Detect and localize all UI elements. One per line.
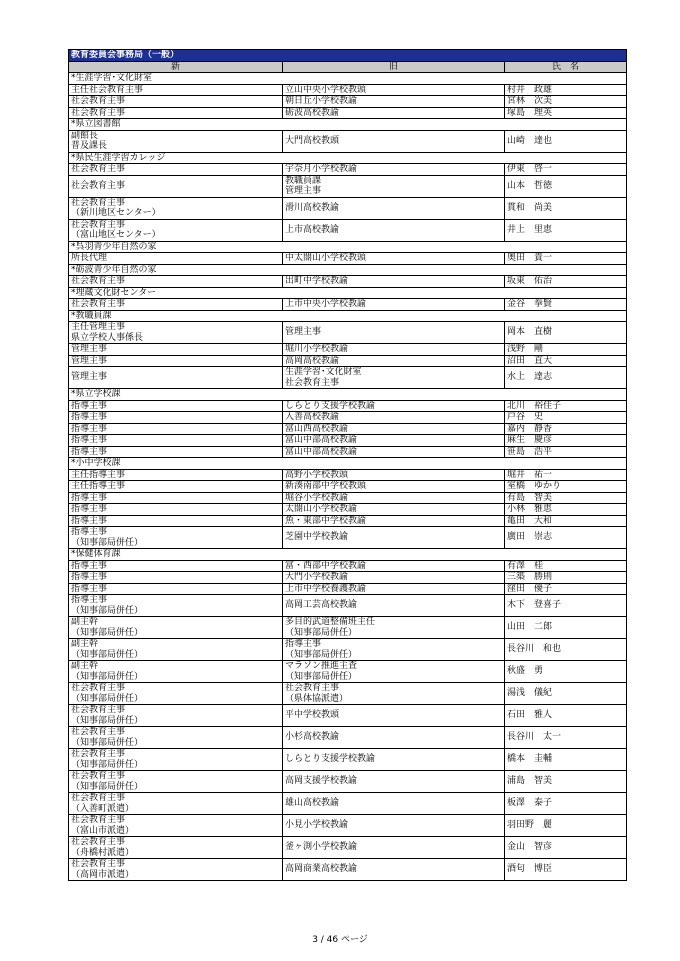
table-row	[69, 219, 627, 241]
cell-old-position: 高岡工芸高校教諭	[283, 595, 505, 617]
table-row	[69, 130, 627, 152]
cell-old-position: 多目的武道整備班主任 （知事部局併任）	[283, 617, 505, 639]
cell-new-position: 社会教育主事 （知事部局併任）	[69, 727, 283, 749]
cell-old-position: 出町中学校教諭	[283, 276, 505, 288]
cell-person-name: 笹島 浩平	[505, 446, 627, 458]
title-row	[69, 50, 627, 62]
cell-person-name: 岡本 直樹	[505, 322, 627, 344]
section-label: *県民生涯学習カレッジ	[69, 152, 627, 164]
cell-new-position: 社会教育主事 （入善町派遣）	[69, 793, 283, 815]
cell-old-position: 立山中央小学校教頭	[283, 84, 505, 96]
cell-person-name: 水上 達志	[505, 367, 627, 389]
table-row	[69, 492, 627, 504]
cell-person-name: 沼田 直大	[505, 355, 627, 367]
personnel-table	[68, 49, 627, 881]
cell-person-name: 奥田 貴一	[505, 253, 627, 265]
table-row	[69, 815, 627, 837]
cell-person-name: 山本 哲徳	[505, 175, 627, 197]
table-row	[69, 837, 627, 859]
table-body	[69, 50, 627, 881]
table-row	[69, 446, 627, 458]
cell-new-position: 管理主事	[69, 367, 283, 389]
cell-new-position: 管理主事	[69, 355, 283, 367]
cell-person-name: 堀井 祐一	[505, 469, 627, 481]
table-row	[69, 572, 627, 584]
cell-old-position: 富・西部中学校教諭	[283, 560, 505, 572]
cell-old-position: 中太閤山小学校教頭	[283, 253, 505, 265]
table-row	[69, 705, 627, 727]
cell-person-name: 山田 二郎	[505, 617, 627, 639]
cell-old-position: 社会教育主事 （県体協派遣）	[283, 683, 505, 705]
table-row	[69, 299, 627, 311]
cell-person-name: 塚島 理英	[505, 107, 627, 119]
header-new: 新	[69, 61, 283, 73]
cell-new-position: 指導主事	[69, 423, 283, 435]
table-title: 教育委員会事務局（一般）	[69, 50, 627, 62]
section-row	[69, 287, 627, 299]
page-number: 3 / 46 ページ	[312, 935, 368, 945]
cell-old-position: 高野小学校教頭	[283, 469, 505, 481]
cell-old-position: 宇奈月小学校教諭	[283, 164, 505, 176]
cell-old-position: 上市中学校養護教諭	[283, 583, 505, 595]
cell-new-position: 所長代理	[69, 253, 283, 265]
cell-old-position: 堀川小学校教諭	[283, 344, 505, 356]
cell-old-position: 小見小学校教諭	[283, 815, 505, 837]
cell-new-position: 副主幹 （知事部局併任）	[69, 661, 283, 683]
table-row	[69, 276, 627, 288]
header-name: 氏 名	[505, 61, 627, 73]
cell-old-position: 高岡高校教諭	[283, 355, 505, 367]
cell-new-position: 社会教育主事 （知事部局併任）	[69, 705, 283, 727]
table-row	[69, 423, 627, 435]
cell-new-position: 主任指導主事	[69, 469, 283, 481]
table-row	[69, 344, 627, 356]
cell-new-position: 主任社会教育主事	[69, 84, 283, 96]
cell-person-name: 窪田 優子	[505, 583, 627, 595]
cell-person-name: 羽田野 麗	[505, 815, 627, 837]
cell-person-name: 酒匂 博臣	[505, 859, 627, 881]
table-row	[69, 164, 627, 176]
cell-person-name: 金山 智彦	[505, 837, 627, 859]
cell-old-position: 大門高校教頭	[283, 130, 505, 152]
cell-person-name: 板澤 泰子	[505, 793, 627, 815]
cell-new-position: 指導主事	[69, 412, 283, 424]
cell-person-name: 坂東 佑治	[505, 276, 627, 288]
cell-new-position: 指導主事	[69, 492, 283, 504]
cell-old-position: 朝日丘小学校教諭	[283, 96, 505, 108]
cell-old-position: 小杉高校教諭	[283, 727, 505, 749]
cell-person-name: 戸谷 史	[505, 412, 627, 424]
table-row	[69, 515, 627, 527]
cell-new-position: 主任管理主事 県立学校人事係長	[69, 322, 283, 344]
cell-new-position: 社会教育主事 （高岡市派遣）	[69, 859, 283, 881]
table-row	[69, 96, 627, 108]
cell-new-position: 社会教育主事 （舟橋村派遣）	[69, 837, 283, 859]
section-label: *県立図書館	[69, 119, 627, 131]
table-row	[69, 661, 627, 683]
table-row	[69, 583, 627, 595]
table-row	[69, 322, 627, 344]
cell-new-position: 社会教育主事	[69, 164, 283, 176]
table-row	[69, 412, 627, 424]
cell-old-position: 魚・東部中学校教諭	[283, 515, 505, 527]
cell-new-position: 社会教育主事	[69, 96, 283, 108]
cell-new-position: 指導主事	[69, 435, 283, 447]
cell-person-name: 嘉内 静香	[505, 423, 627, 435]
table-row	[69, 400, 627, 412]
table-row	[69, 683, 627, 705]
cell-old-position: 雄山高校教諭	[283, 793, 505, 815]
cell-person-name: 有島 智美	[505, 492, 627, 504]
cell-new-position: 指導主事	[69, 446, 283, 458]
table-row	[69, 504, 627, 516]
cell-person-name: 浅野 剛	[505, 344, 627, 356]
table-row	[69, 527, 627, 549]
cell-person-name: 橋本 圭輔	[505, 749, 627, 771]
cell-new-position: 副館長 普及課長	[69, 130, 283, 152]
cell-person-name: 有澤 桂	[505, 560, 627, 572]
cell-old-position: マラソン推進主査 （知事部局併任）	[283, 661, 505, 683]
cell-old-position: 高岡商業高校教諭	[283, 859, 505, 881]
section-label: *埋蔵文化財センター	[69, 287, 627, 299]
cell-person-name: 小林 雅恵	[505, 504, 627, 516]
cell-old-position: 高岡支援学校教諭	[283, 771, 505, 793]
cell-person-name: 廣田 崇志	[505, 527, 627, 549]
cell-old-position: 釜ヶ渕小学校教諭	[283, 837, 505, 859]
cell-new-position: 指導主事	[69, 583, 283, 595]
cell-person-name: 室橋 ゆかり	[505, 481, 627, 493]
cell-person-name: 三築 勝則	[505, 572, 627, 584]
section-label: *教職員課	[69, 310, 627, 322]
cell-new-position: 社会教育主事	[69, 276, 283, 288]
table-row	[69, 175, 627, 197]
cell-old-position: 平中学校教頭	[283, 705, 505, 727]
table-row	[69, 639, 627, 661]
table-row	[69, 617, 627, 639]
header-old: 旧	[283, 61, 505, 73]
cell-person-name: 貫和 尚美	[505, 197, 627, 219]
table-row	[69, 197, 627, 219]
table-row	[69, 560, 627, 572]
cell-old-position: 砺波高校教諭	[283, 107, 505, 119]
cell-old-position: 教職員課 管理主事	[283, 175, 505, 197]
cell-old-position: しらとり支援学校教諭	[283, 400, 505, 412]
cell-old-position: 堀谷小学校教諭	[283, 492, 505, 504]
cell-old-position: 富山中部高校教諭	[283, 446, 505, 458]
cell-old-position: しらとり支援学校教諭	[283, 749, 505, 771]
cell-new-position: 指導主事	[69, 400, 283, 412]
cell-person-name: 石田 雅人	[505, 705, 627, 727]
section-row	[69, 119, 627, 131]
cell-person-name: 亀田 大和	[505, 515, 627, 527]
cell-new-position: 指導主事	[69, 560, 283, 572]
cell-person-name: 長谷川 和也	[505, 639, 627, 661]
cell-new-position: 社会教育主事	[69, 175, 283, 197]
section-row	[69, 73, 627, 85]
section-row	[69, 549, 627, 561]
cell-old-position: 富山中部高校教諭	[283, 435, 505, 447]
header-row	[69, 61, 627, 73]
cell-person-name: 金谷 拳賢	[505, 299, 627, 311]
cell-person-name: 村井 政雄	[505, 84, 627, 96]
cell-new-position: 指導主事	[69, 504, 283, 516]
table-row	[69, 84, 627, 96]
cell-old-position: 富山西高校教諭	[283, 423, 505, 435]
section-row	[69, 458, 627, 470]
cell-old-position: 入善高校教諭	[283, 412, 505, 424]
cell-new-position: 社会教育主事 （富山市派遣）	[69, 815, 283, 837]
cell-new-position: 社会教育主事 （新川地区センター）	[69, 197, 283, 219]
section-label: *保健体育課	[69, 549, 627, 561]
cell-person-name: 伊東 啓一	[505, 164, 627, 176]
section-row	[69, 310, 627, 322]
table-row	[69, 355, 627, 367]
table-row	[69, 595, 627, 617]
cell-person-name: 井上 里恵	[505, 219, 627, 241]
cell-old-position: 上市中央小学校教諭	[283, 299, 505, 311]
cell-new-position: 管理主事	[69, 344, 283, 356]
cell-person-name: 宮林 次美	[505, 96, 627, 108]
cell-new-position: 指導主事	[69, 572, 283, 584]
section-label: *呉羽青少年自然の家	[69, 241, 627, 253]
table-row	[69, 367, 627, 389]
section-row	[69, 389, 627, 401]
cell-new-position: 社会教育主事	[69, 299, 283, 311]
cell-new-position: 社会教育主事 （知事部局併任）	[69, 749, 283, 771]
table-row	[69, 481, 627, 493]
section-label: *県立学校課	[69, 389, 627, 401]
table-row	[69, 107, 627, 119]
section-row	[69, 264, 627, 276]
cell-old-position: 芝園中学校教諭	[283, 527, 505, 549]
table-row	[69, 793, 627, 815]
table-row	[69, 435, 627, 447]
table-row	[69, 253, 627, 265]
table-row	[69, 469, 627, 481]
cell-new-position: 副主幹 （知事部局併任）	[69, 617, 283, 639]
table-row	[69, 859, 627, 881]
table-row	[69, 727, 627, 749]
section-label: *小中学校課	[69, 458, 627, 470]
cell-old-position: 生涯学習･文化財室 社会教育主事	[283, 367, 505, 389]
section-row	[69, 241, 627, 253]
cell-person-name: 長谷川 太一	[505, 727, 627, 749]
cell-person-name: 木下 登喜子	[505, 595, 627, 617]
cell-new-position: 主任指導主事	[69, 481, 283, 493]
cell-new-position: 社会教育主事 （富山地区センター）	[69, 219, 283, 241]
cell-person-name: 麻生 慶彦	[505, 435, 627, 447]
table-row	[69, 749, 627, 771]
section-row	[69, 152, 627, 164]
cell-old-position: 新湊南部中学校教頭	[283, 481, 505, 493]
cell-new-position: 指導主事 （知事部局併任）	[69, 595, 283, 617]
cell-person-name: 山崎 達也	[505, 130, 627, 152]
section-label: *砺波青少年自然の家	[69, 264, 627, 276]
cell-person-name: 北川 裕佳子	[505, 400, 627, 412]
cell-old-position: 上市高校教諭	[283, 219, 505, 241]
cell-new-position: 社会教育主事 （知事部局併任）	[69, 771, 283, 793]
cell-new-position: 社会教育主事 （知事部局併任）	[69, 683, 283, 705]
cell-old-position: 太閤山小学校教諭	[283, 504, 505, 516]
cell-person-name: 秋盛 勇	[505, 661, 627, 683]
section-label: *生涯学習･文化財室	[69, 73, 627, 85]
cell-new-position: 副主幹 （知事部局併任）	[69, 639, 283, 661]
cell-old-position: 滑川高校教諭	[283, 197, 505, 219]
cell-new-position: 社会教育主事	[69, 107, 283, 119]
cell-new-position: 指導主事	[69, 515, 283, 527]
cell-person-name: 湯浅 儀紀	[505, 683, 627, 705]
cell-old-position: 管理主事	[283, 322, 505, 344]
table-row	[69, 771, 627, 793]
cell-old-position: 指導主事 （知事部局併任）	[283, 639, 505, 661]
cell-new-position: 指導主事 （知事部局併任）	[69, 527, 283, 549]
cell-person-name: 浦島 智美	[505, 771, 627, 793]
cell-old-position: 大門小学校教諭	[283, 572, 505, 584]
